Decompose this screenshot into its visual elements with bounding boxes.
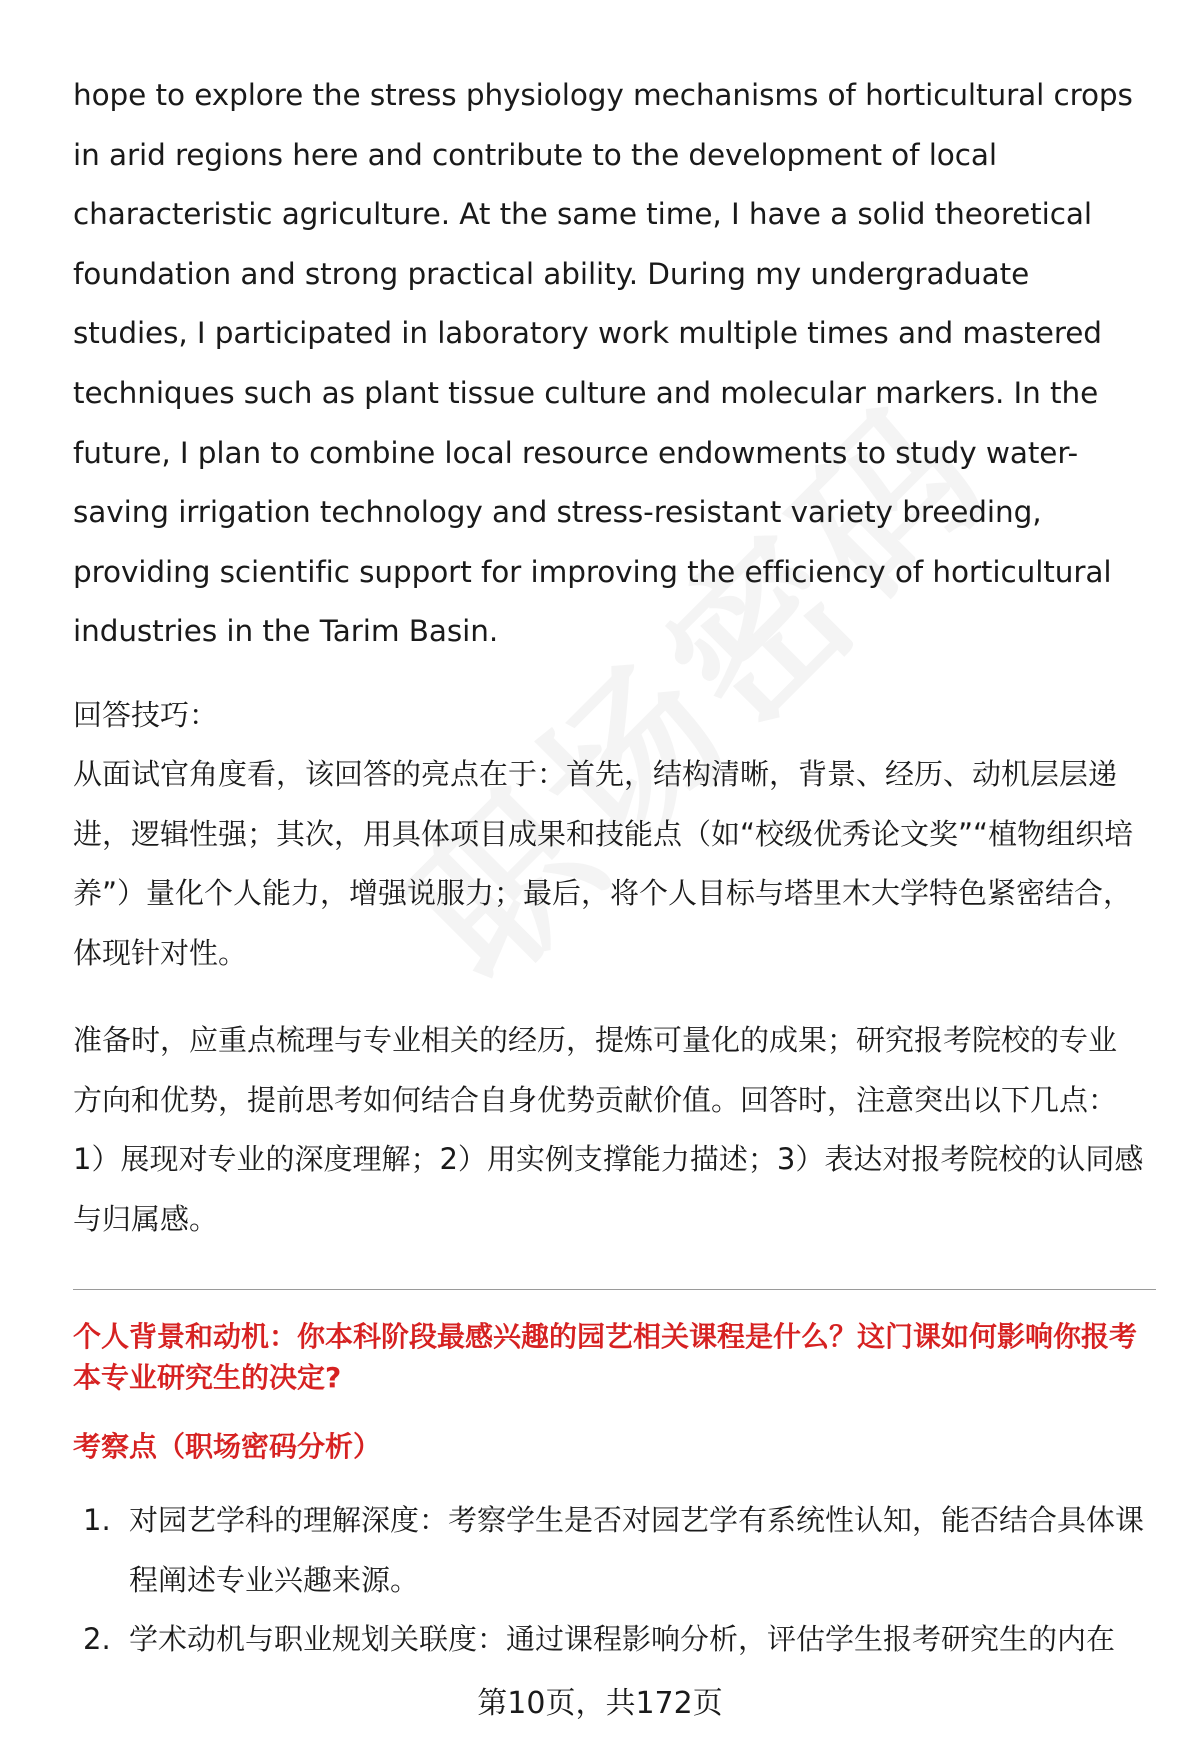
page-content [73, 66, 1145, 1670]
section-divider [73, 1289, 1156, 1290]
page-number-footer: 第10页，共172页 [477, 1686, 723, 1721]
list-item-number: 1. [83, 1503, 111, 1538]
list-item [73, 1610, 1145, 1670]
list-item-text: 对园艺学科的理解深度：考察学生是否对园艺学有系统性认知，能否结合具体课程阐述专业兴趣来源。 [129, 1503, 1145, 1597]
question-title: 个人背景和动机：你本科阶段最感兴趣的园艺相关课程是什么？这门课如何影响你报考本专业研究生的决定? [73, 1320, 1138, 1395]
analysis-points-list [73, 1491, 1145, 1670]
list-item-text: 学术动机与职业规划关联度：通过课程影响分析，评估学生报考研究生的内在 [129, 1622, 1116, 1657]
tips-paragraph-1: 从面试官角度看，该回答的亮点在于：首先，结构清晰，背景、经历、动机层层递进，逻辑性强；其次，用具体项目成果和技能点（如“校级优秀论文奖”“植物组织培养”）量化个人能力，增强说服力；最后，将个人目标与塔里木大学特色紧密结合，体现针对性。 [73, 757, 1134, 970]
analysis-section-title: 考察点（职场密码分析） [73, 1430, 382, 1464]
intro-paragraph: hope to explore the stress physiology mechanisms of horticultural crops in arid regions here and contribute to the development of local characteristic agriculture. At the same time, I have a solid theoretical foundation and strong practical ability. During my undergraduate studies, I participated in laboratory work multiple times and mastered techniques such as plant tissue culture and molecular markers. In the future, I plan to combine local resource endowments to study water-saving irrigation technology and stress-resistant variety breeding, providing scientific support for improving the efficiency of horticultural industries in the Tarim Basin. [73, 78, 1133, 649]
tips-label: 回答技巧： [73, 697, 219, 732]
list-item [73, 1491, 1145, 1610]
list-item-number: 2. [83, 1622, 111, 1657]
tips-paragraph-2: 准备时，应重点梳理与专业相关的经历，提炼可量化的成果；研究报考院校的专业方向和优势，提前思考如何结合自身优势贡献价值。回答时，注意突出以下几点：1）展现对专业的深度理解；2）用实例支撑能力描述；3）表达对报考院校的认同感与归属感。 [73, 1023, 1144, 1236]
